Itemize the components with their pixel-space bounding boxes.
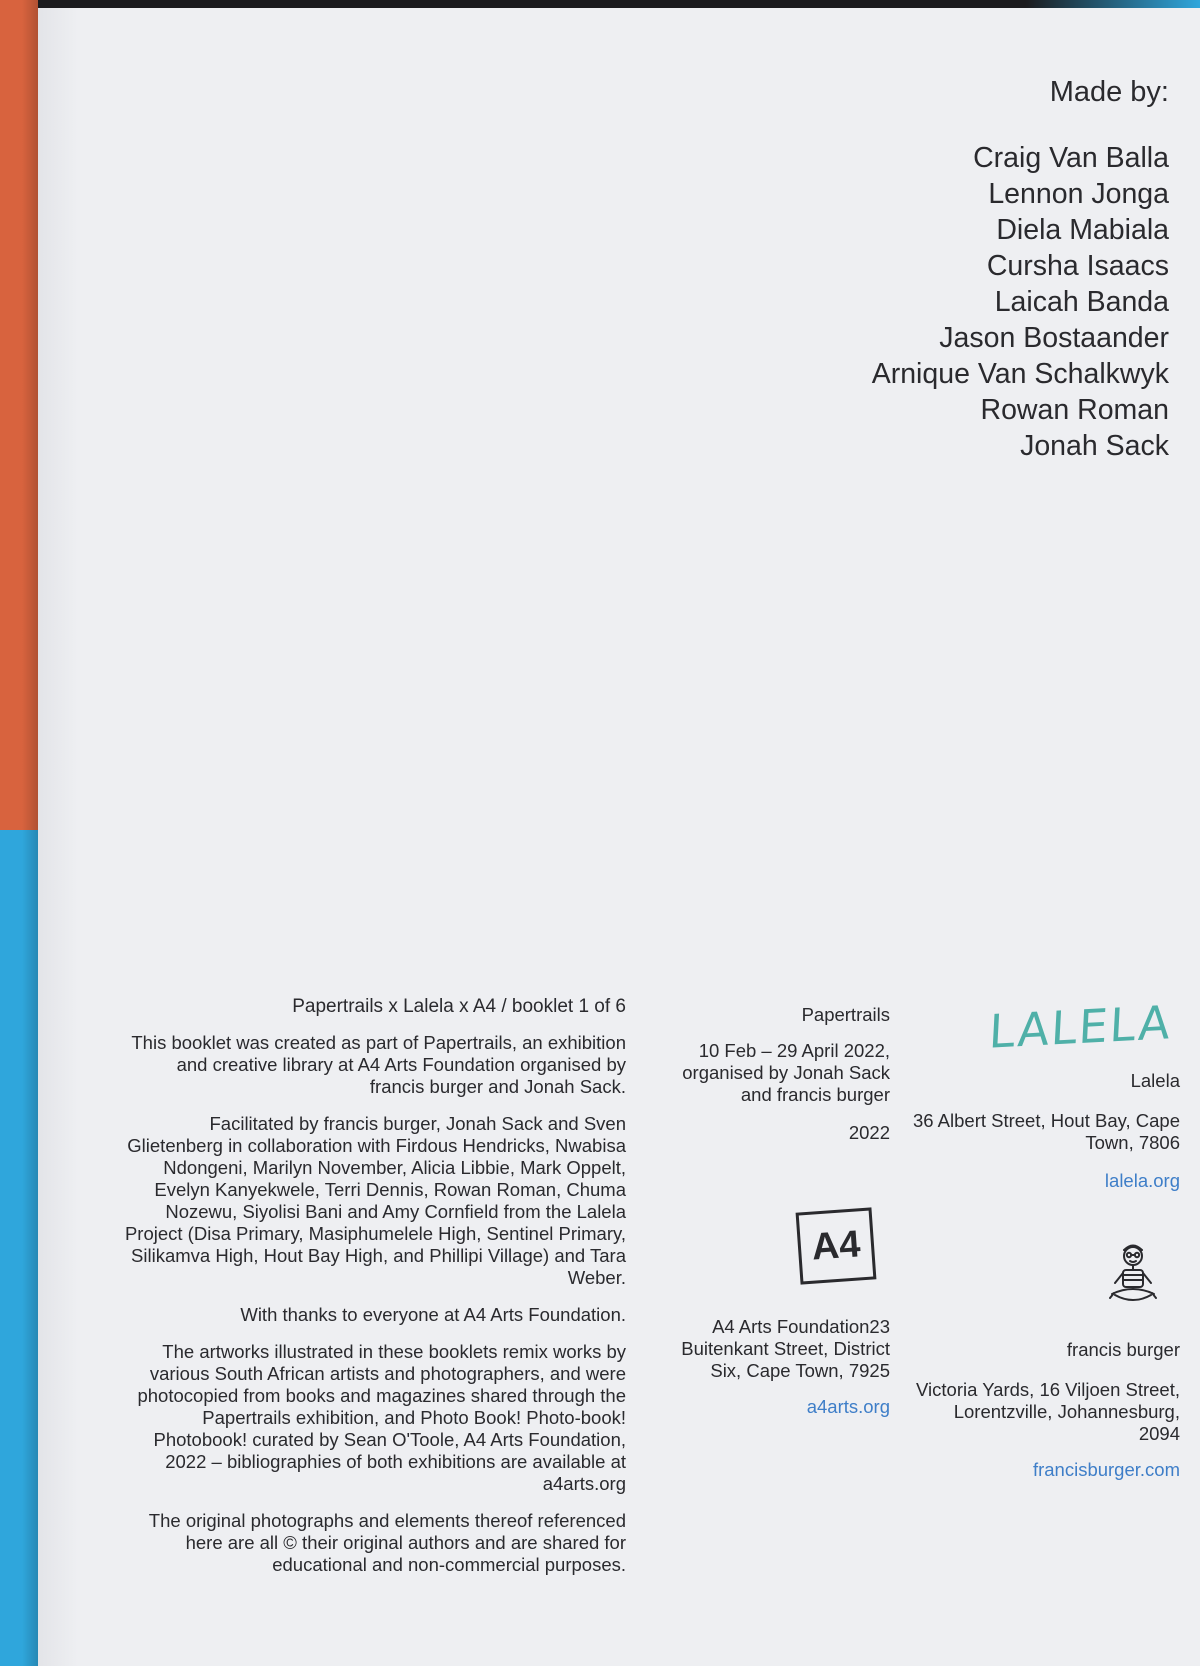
a4-website-link[interactable]: a4arts.org [806,1396,890,1417]
lalela-address: 36 Albert Street, Hout Bay, Cape Town, 7806 [912,1110,1180,1153]
lalela-website-link[interactable]: lalela.org [1104,1170,1180,1191]
papertrails-heading: Papertrails [801,1004,890,1025]
booklet-cover-edge [0,0,38,1666]
lalela-name: Lalela [1130,1070,1180,1091]
made-by-section [669,74,1169,464]
credits-paragraph: Facilitated by francis burger, Jonah Sack and Sven Glietenberg in collaboration with Firdous Hendricks, Nwabisa Ndongeni, Marilyn November, Alicia Libbie, Mark Oppelt, Evelyn Kanyekwele, Terri Dennis, Rowan Roman, Chuma Nozewu, Siyolisi Bani and Amy Cornfield from the Lalela Project (Disa Primary, Masiphumelele High, Sentinel Primary, Silikamva High, Hout Bay High, and Phillipi Village) and Tara Weber. [124,1113,626,1288]
made-by-label: Made by: [1049,76,1169,108]
partners-column [910,995,1180,1481]
contributor-name: Diela Mabiala [996,214,1169,246]
francis-burger-address: Victoria Yards, 16 Viljoen Street, Lorentzville, Johannesburg, 2094 [916,1379,1180,1444]
credits-paragraph: This booklet was created as part of Papertrails, an exhibition and creative library at A4 Arts Foundation organised by francis burger and Jonah Sack. [131,1032,626,1097]
contributor-list [669,140,1169,464]
exhibition-year: 2022 [848,1122,890,1143]
contributor-name: Rowan Roman [980,394,1169,426]
contributor-name: Craig Van Balla [973,142,1169,174]
contributor-name: Jason Bostaander [939,322,1169,354]
a4-address: A4 Arts Foundation23 Buitenkant Street, District Six, Cape Town, 7925 [681,1316,890,1381]
papertrails-column [648,1004,890,1418]
a4-logo: A4 [796,1207,877,1284]
francis-burger-website-link[interactable]: francisburger.com [1032,1459,1180,1480]
exhibition-dates: 10 Feb – 29 April 2022, organised by Jonah Sack and francis burger [682,1040,890,1105]
booklet-heading: Papertrails x Lalela x A4 / booklet 1 of 6 [292,996,626,1017]
contributor-name: Laicah Banda [994,286,1169,318]
lalela-logo: LALELA [987,995,1174,1059]
francis-burger-name: francis burger [1066,1339,1180,1360]
contributor-name: Lennon Jonga [988,178,1169,210]
credits-paragraph: With thanks to everyone at A4 Arts Foundation. [240,1304,626,1325]
credits-column [118,996,626,1591]
credits-paragraph: The original photographs and elements thereof referenced here are all © their original authors and are shared for educational and non-commercial purposes. [148,1510,626,1575]
contributor-name: Cursha Isaacs [986,250,1169,282]
booklet-page [38,8,1200,1666]
contributor-name: Arnique Van Schalkwyk [871,358,1169,390]
seated-figure-icon [1106,1240,1160,1308]
credits-paragraph: The artworks illustrated in these booklets remix works by various South African artists and photographers, and were photocopied from books and magazines shared through the Papertrails exhibition, and Photo Book! Photo-book! Photobook! curated by Sean O'Toole, A4 Arts Foundation, 2022 – bibliographies of both exhibitions are available at a4arts.org [137,1341,626,1494]
contributor-name: Jonah Sack [1020,430,1169,462]
